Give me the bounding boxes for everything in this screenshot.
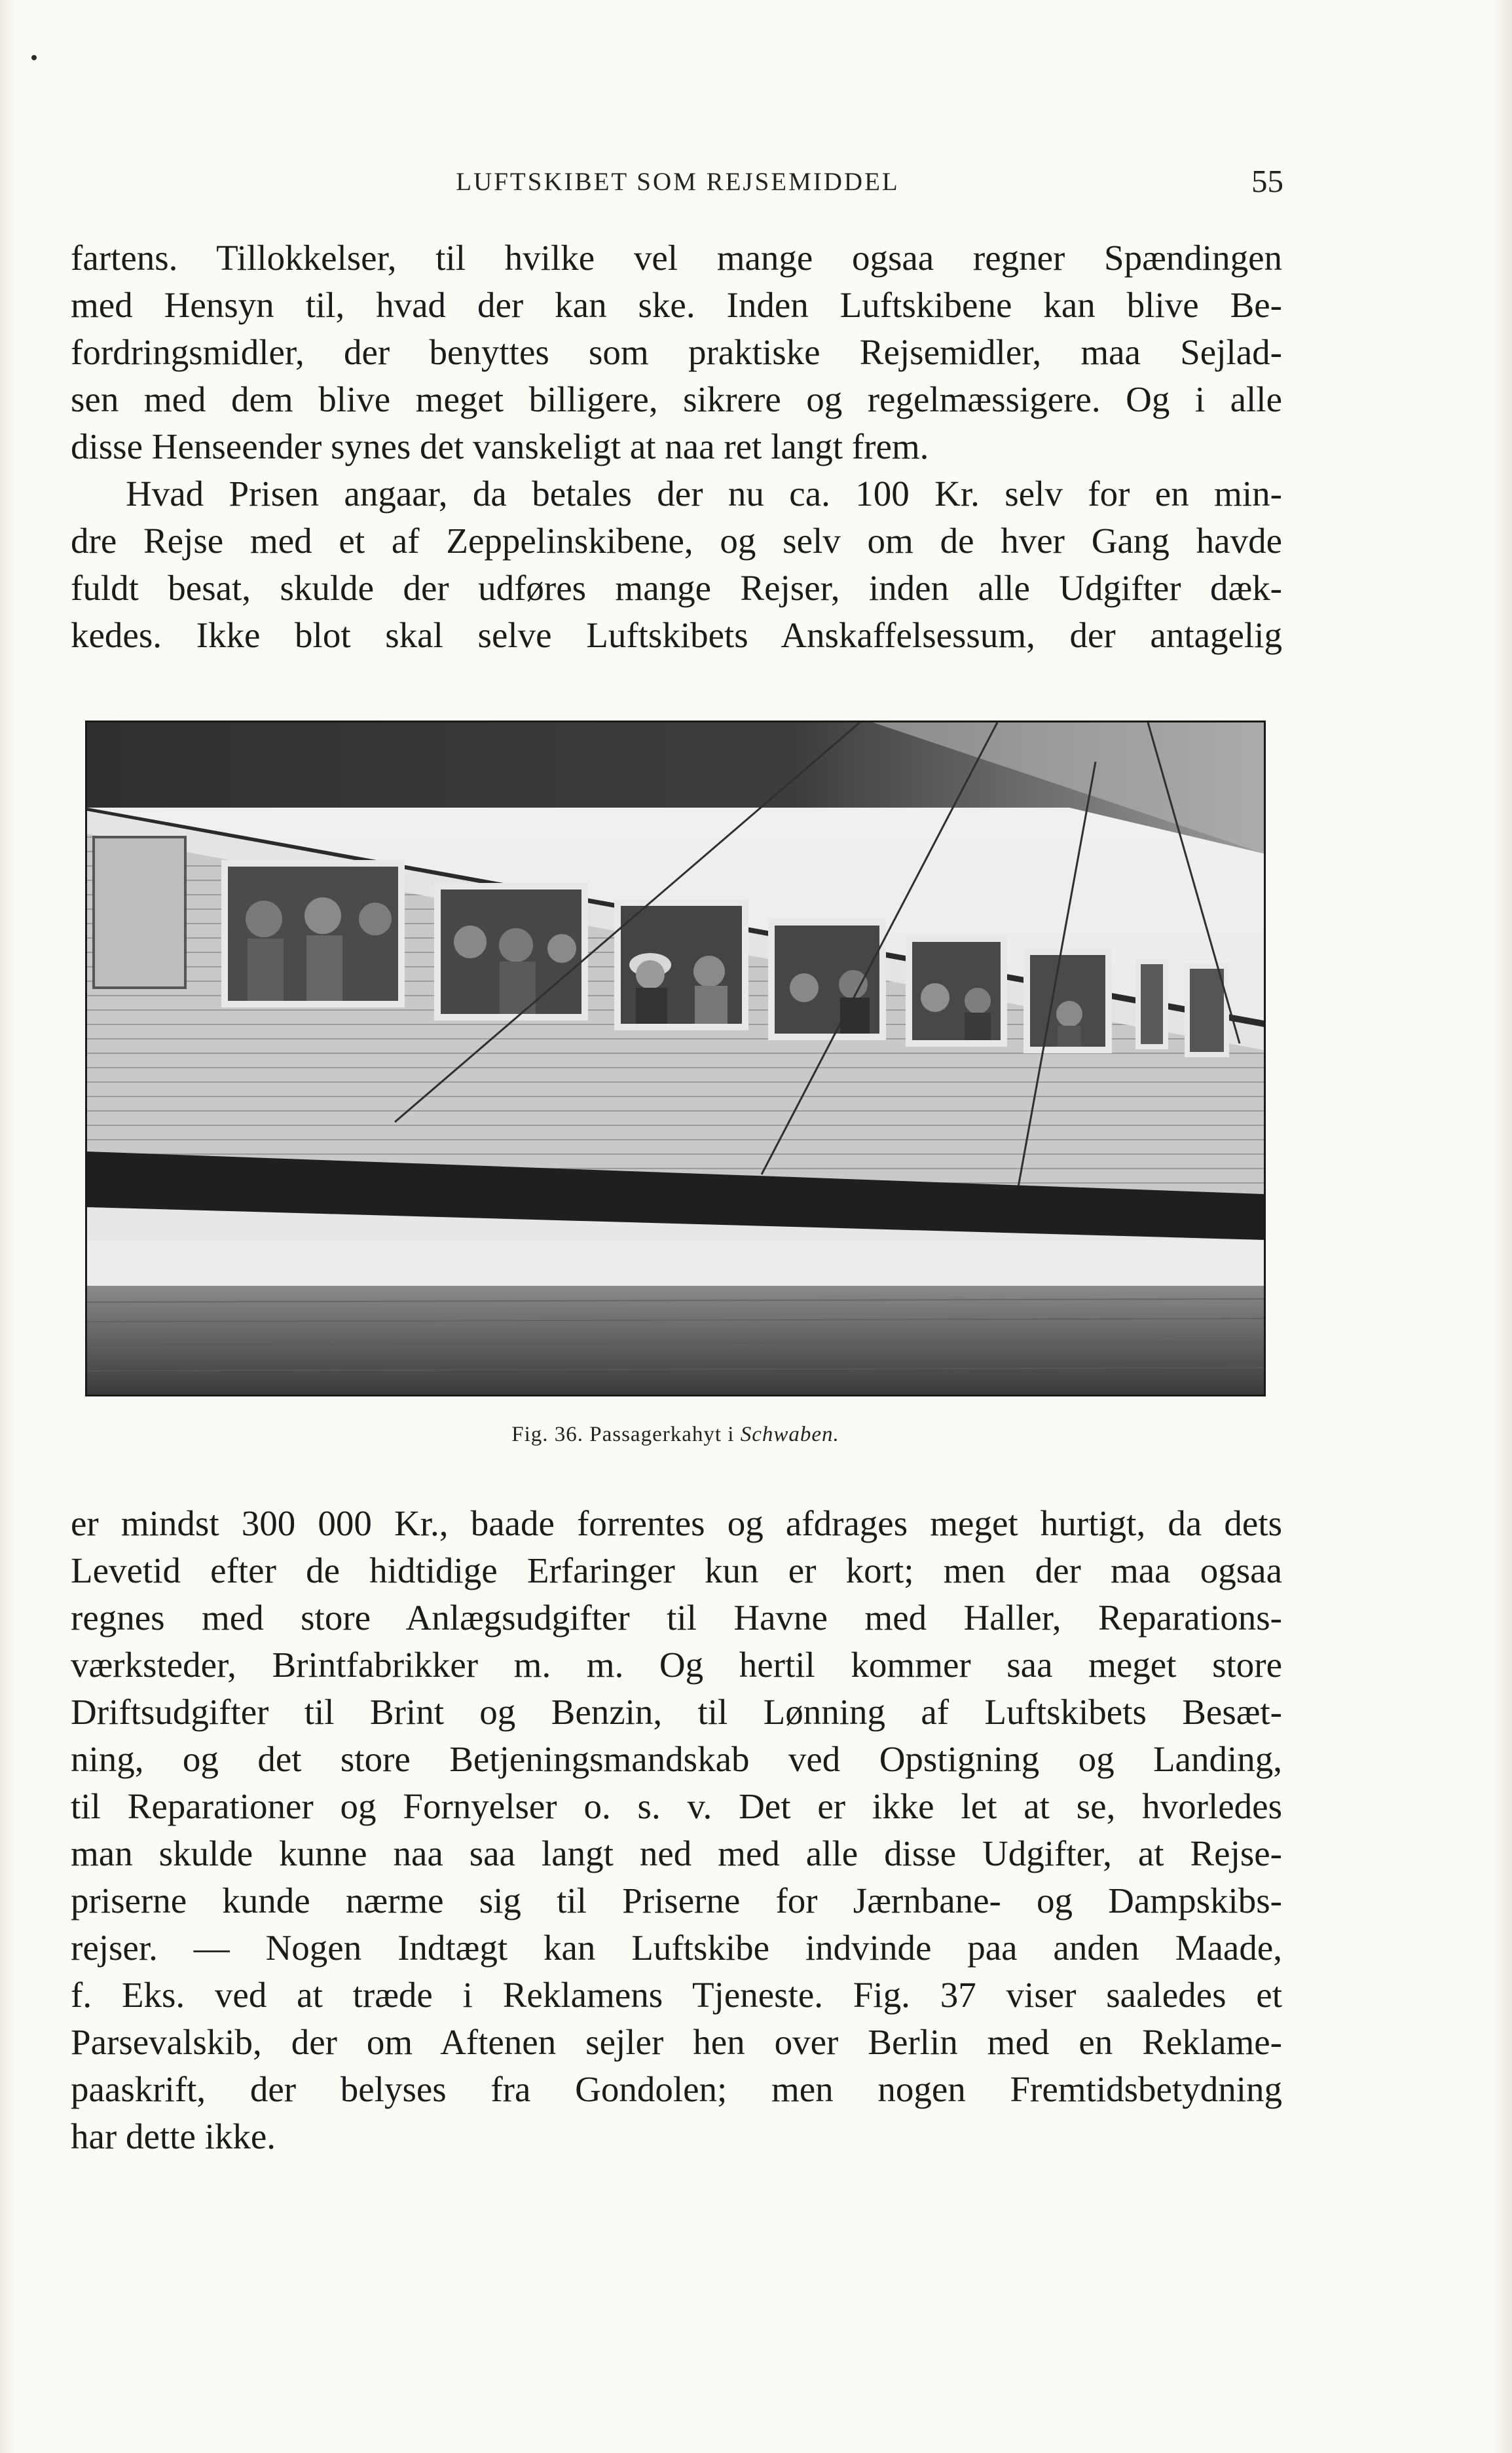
figure-caption — [85, 1423, 1266, 1447]
cabin-window-small — [1138, 962, 1166, 1047]
text-line: man skulde kunne naa saa langt ned med alle disse Udgifter, at Rejse- — [71, 1833, 1282, 1873]
text-line: Hvad Prisen angaar, da betales der nu ca. 100 Kr. selv for en min- — [126, 474, 1282, 514]
text-line: fuldt besat, skulde der udføres mange Rejser, inden alle Udgifter dæk- — [71, 568, 1282, 608]
cabin-window — [618, 903, 745, 1027]
text-line: disse Henseender synes det vanskeligt at naa ret langt frem. — [71, 426, 929, 466]
text-line: ning, og det store Betjeningsmandskab ved Opstigning og Landing, — [71, 1739, 1282, 1779]
cabin-window — [225, 863, 401, 1004]
text-line: regnes med store Anlægsudgifter til Havne med Haller, Reparations- — [71, 1598, 1282, 1638]
text-line: værksteder, Brintfabrikker m. m. Og hertil kommer saa meget store — [71, 1645, 1282, 1685]
figure-photo-passenger-cabin — [85, 721, 1266, 1396]
text-line: Levetid efter de hidtidige Erfaringer kun er kort; men der maa ogsaa — [71, 1550, 1282, 1590]
haze — [87, 1240, 1264, 1286]
running-title: LUFTSKIBET SOM REJSEMIDDEL — [456, 168, 900, 196]
text-line: Driftsudgifter til Brint og Benzin, til Lønning af Luftskibets Besæt- — [71, 1692, 1282, 1732]
body-text-top — [71, 234, 1282, 659]
page-number: 55 — [1251, 163, 1283, 199]
text-line: f. Eks. ved at træde i Reklamens Tjeneste. Fig. 37 viser saaledes et — [71, 1975, 1282, 2015]
text-line: er mindst 300 000 Kr., baade forrentes og afdrages meget hurtigt, da dets — [71, 1503, 1282, 1543]
text-line: priserne kunde nærme sig til Priserne for Jærnbane- og Dampskibs- — [71, 1881, 1282, 1920]
text-line: dre Rejse med et af Zeppelinskibene, og selv om de hver Gang havde — [71, 521, 1282, 561]
text-line: paaskrift, der belyses fra Gondolen; men nogen Fremtidsbetydning — [71, 2069, 1282, 2109]
text-line: kedes. Ikke blot skal selve Luftskibets Anskaffelsessum, der antagelig — [71, 615, 1282, 655]
text-line: med Hensyn til, hvad der kan ske. Inden Luftskibene kan blive Be- — [71, 285, 1282, 325]
text-line: fordringsmidler, der benyttes som praktiske Rejsemidler, maa Sejlad- — [71, 332, 1282, 372]
cabin-window — [437, 886, 585, 1017]
text-line: har dette ikke. — [71, 2116, 276, 2156]
cabin-window-end — [94, 837, 185, 988]
body-text-bottom — [71, 1500, 1282, 2160]
text-line: til Reparationer og Fornyelser o. s. v. Det er ikke let at se, hvorledes — [71, 1786, 1282, 1826]
cabin-window — [771, 922, 883, 1037]
text-line: fartens. Tillokkelser, til hvilke vel mange ogsaa regner Spændingen — [71, 238, 1282, 278]
cabin-window — [909, 939, 1004, 1043]
caption-text: Fig. 36. Passagerkahyt i — [511, 1423, 735, 1446]
text-line: Parsevalskib, der om Aftenen sejler hen over Berlin med en Reklame- — [71, 2022, 1282, 2062]
text-line: sen med dem blive meget billigere, sikrere og regelmæssigere. Og i alle — [71, 379, 1282, 419]
cabin-window — [1027, 952, 1109, 1050]
text-line: rejser. — Nogen Indtægt kan Luftskibe indvinde paa anden Maade, — [71, 1928, 1282, 1968]
caption-ship-name: Schwaben. — [740, 1423, 839, 1446]
ink-speck — [31, 55, 37, 60]
cabin-photo-illustration — [87, 722, 1264, 1395]
